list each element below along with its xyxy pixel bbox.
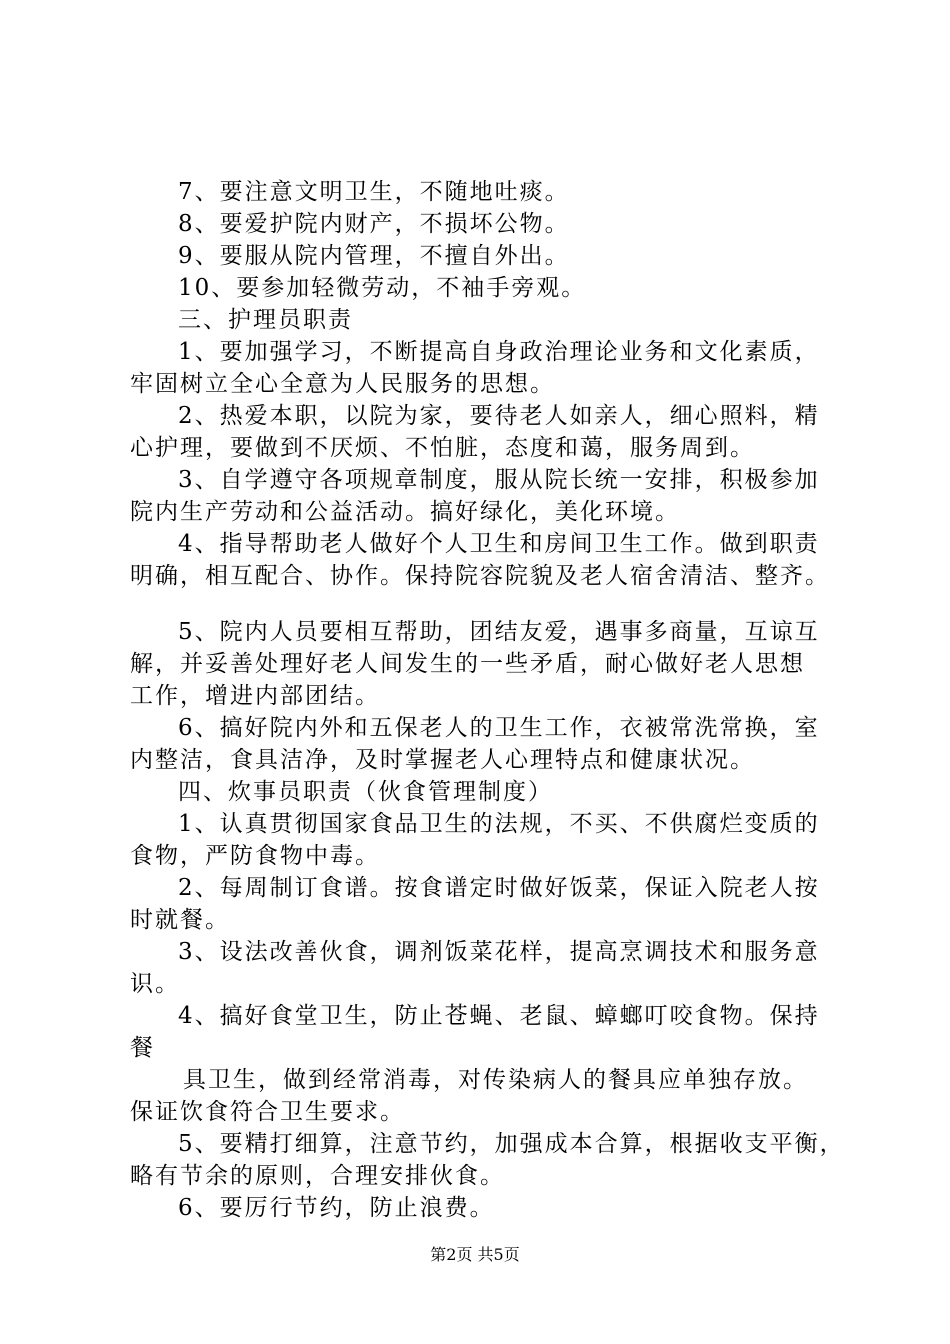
page-footer: 第2页 共5页 <box>430 1245 520 1264</box>
text-line: 4、搞好食堂卫生，防止苍蝇、老鼠、蟑螂叮咬食物。保持 <box>178 1003 820 1029</box>
text-line: 6、要厉行节约，防止浪费。 <box>178 1195 495 1221</box>
text-line: 明确，相互配合、协作。保持院容院貌及老人宿舍清洁、整齐。 <box>130 563 830 589</box>
text-line: 时就餐。 <box>130 907 230 933</box>
text-line: 3、设法改善伙食，调剂饭菜花样，提高烹调技术和服务意 <box>178 939 820 965</box>
text-line: 3、自学遵守各项规章制度，服从院长统一安排，积极参加 <box>178 467 820 493</box>
text-line: 识。 <box>130 971 180 997</box>
text-line: 2、热爱本职，以院为家，要待老人如亲人，细心照料，精 <box>178 403 820 429</box>
section-heading: 四、炊事员职责（伙食管理制度） <box>178 779 553 805</box>
text-line: 1、认真贯彻国家食品卫生的法规，不买、不供腐烂变质的 <box>178 811 820 837</box>
text-line: 5、院内人员要相互帮助，团结友爱，遇事多商量，互谅互 <box>178 619 820 645</box>
text-line: 工作，增进内部团结。 <box>130 683 380 709</box>
text-line: 内整洁，食具洁净，及时掌握老人心理特点和健康状况。 <box>130 747 755 773</box>
text-line: 9、要服从院内管理，不擅自外出。 <box>178 243 570 269</box>
text-line: 7、要注意文明卫生，不随地吐痰。 <box>178 179 570 205</box>
text-line: 6、搞好院内外和五保老人的卫生工作，衣被常洗常换，室 <box>178 715 820 741</box>
text-line: 10、要参加轻微劳动，不袖手旁观。 <box>178 275 587 301</box>
text-line: 2、每周制订食谱。按食谱定时做好饭菜，保证入院老人按 <box>178 875 820 901</box>
text-line: 院内生产劳动和公益活动。搞好绿化，美化环境。 <box>130 499 680 525</box>
text-line: 略有节余的原则，合理安排伙食。 <box>130 1163 505 1189</box>
text-line: 1、要加强学习，不断提高自身政治理论业务和文化素质， <box>178 339 820 365</box>
text-line: 5、要精打细算，注意节约，加强成本合算，根据收支平衡， <box>178 1131 845 1157</box>
section-heading: 三、护理员职责 <box>178 307 353 333</box>
text-line: 餐 <box>130 1035 155 1061</box>
text-line: 心护理，要做到不厌烦、不怕脏，态度和蔼，服务周到。 <box>130 435 755 461</box>
text-line: 解，并妥善处理好老人间发生的一些矛盾，耐心做好老人思想 <box>130 651 805 677</box>
text-line: 8、要爱护院内财产，不损坏公物。 <box>178 211 570 237</box>
text-line: 食物，严防食物中毒。 <box>130 843 380 869</box>
text-line: 保证饮食符合卫生要求。 <box>130 1099 405 1125</box>
text-line: 具卫生，做到经常消毒，对传染病人的餐具应单独存放。 <box>183 1067 808 1093</box>
text-line: 4、指导帮助老人做好个人卫生和房间卫生工作。做到职责 <box>178 531 820 557</box>
text-line: 牢固树立全心全意为人民服务的思想。 <box>130 371 555 397</box>
